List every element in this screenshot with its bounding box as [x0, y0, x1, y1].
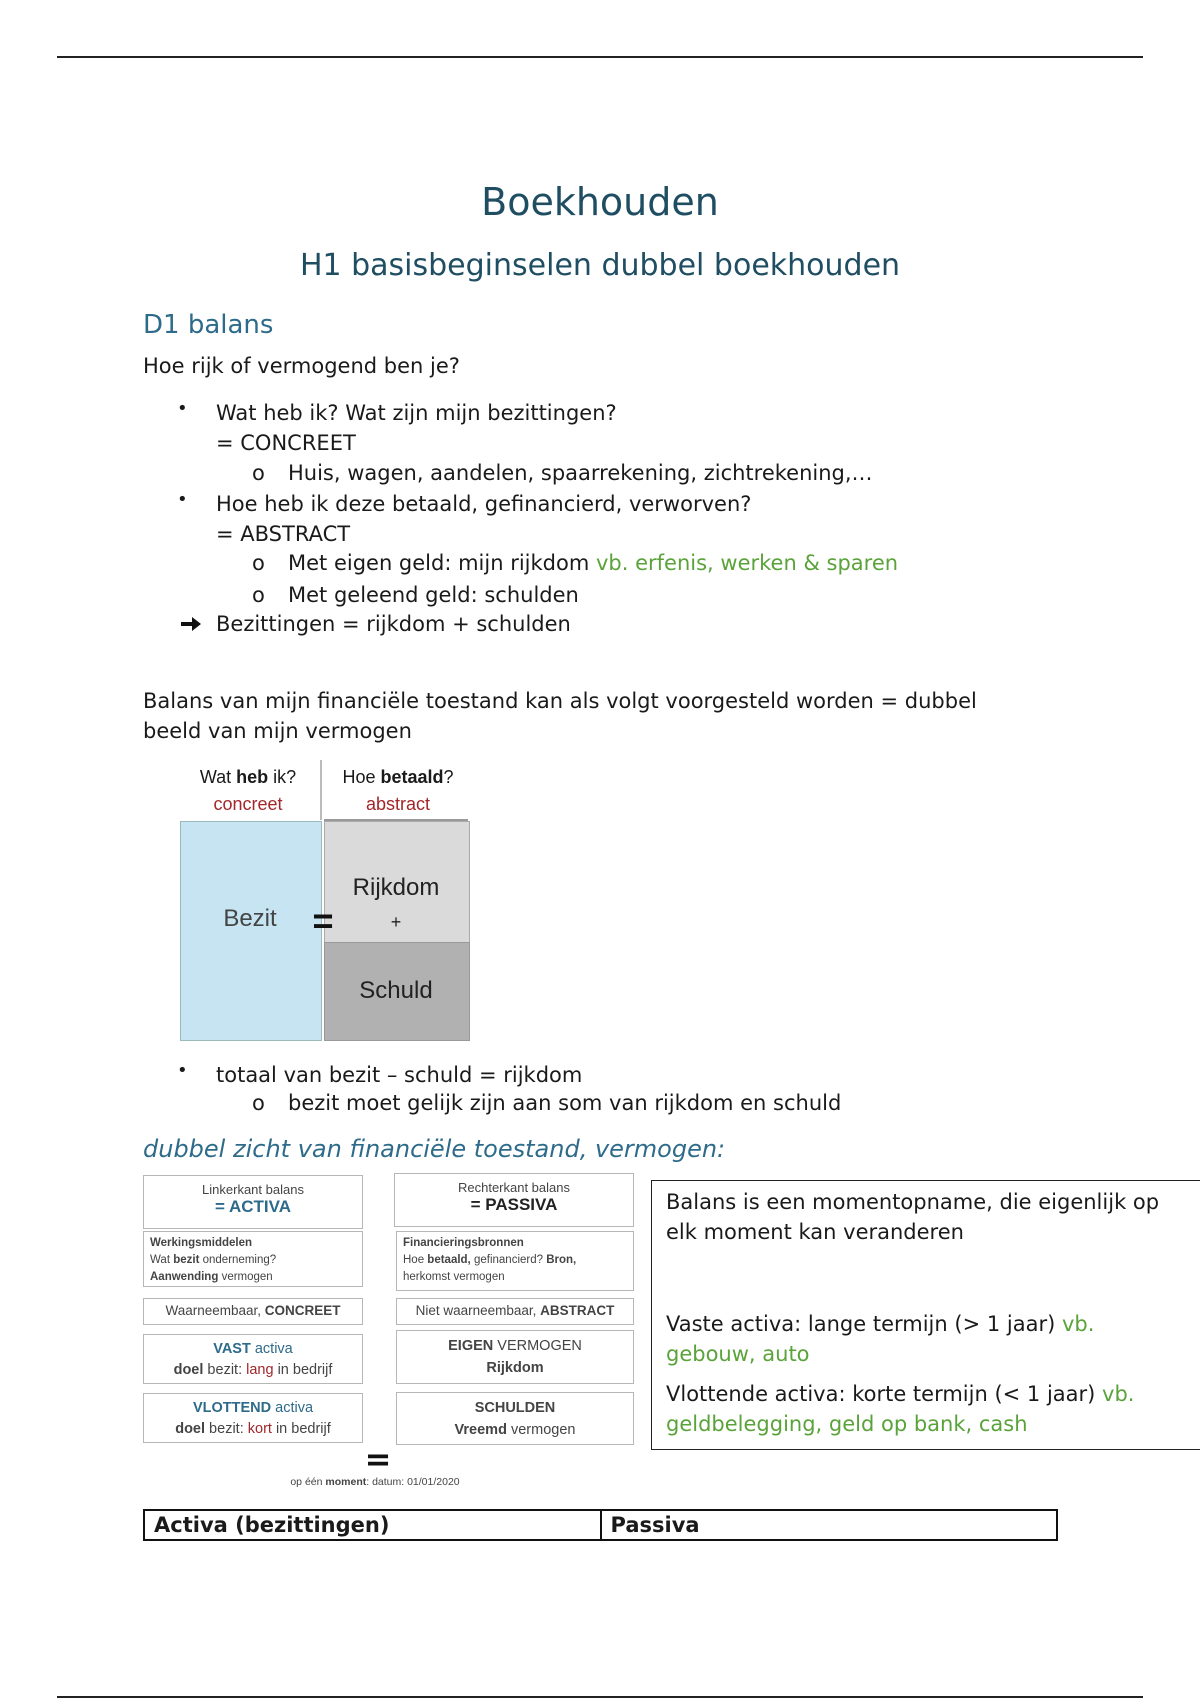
sub-bullet-item: Met geleend geld: schulden [288, 583, 579, 607]
arrow-right-icon [180, 614, 202, 634]
balance-diagram [178, 760, 478, 1040]
sub-bullet-item: bezit moet gelijk zijn aan som van rijkdom en schuld [288, 1091, 842, 1115]
page-subtitle: H1 basisbeginselen dubbel boekhouden [299, 248, 901, 283]
schulden-box: SCHULDEN Vreemd vermogen [396, 1392, 634, 1445]
italic-heading: dubbel zicht van financiële toestand, vermogen: [143, 1135, 726, 1163]
top-rule [57, 56, 1143, 58]
bezit-label: Bezit [223, 905, 277, 932]
sub-bullet-text: Met eigen geld: mijn rijkdom [288, 551, 590, 575]
table-header-activa: Activa (bezittingen) [144, 1510, 601, 1540]
page-title: Boekhouden [481, 180, 719, 224]
bullet-dot: • [177, 1060, 188, 1081]
section-heading: D1 balans [143, 310, 274, 340]
sub-bullet-item: Huis, wagen, aandelen, spaarrekening, zichtrekening,… [288, 461, 873, 485]
example-text: vb. erfenis, werken & sparen [596, 551, 899, 575]
eigen-vermogen-box: EIGEN VERMOGEN Rijkdom [396, 1330, 634, 1384]
note-box [651, 1180, 1200, 1450]
passiva-observable-box: Niet waarneembaar, ABSTRACT [396, 1298, 634, 1325]
balance-table [143, 1509, 1058, 1541]
moment-caption: op één moment: datum: 01/01/2020 [290, 1476, 460, 1488]
left-question: Wat heb ik? [199, 767, 297, 787]
bullet-item: Wat heb ik? Wat zijn mijn bezittingen? [216, 401, 617, 425]
bottom-rule [57, 1696, 1143, 1698]
right-subquestion: abstract [365, 794, 431, 814]
paragraph-line: beeld van mijn vermogen [143, 719, 412, 743]
note-vast: Vaste activa: lange termijn (> 1 jaar) vb. gebouw, auto [666, 1312, 1095, 1366]
bullet-item-eq: = ABSTRACT [216, 522, 351, 546]
equals-sign: = [364, 1440, 392, 1478]
rijkdom-label: Rijkdom [352, 874, 440, 901]
activa-observable-box: Waarneembaar, CONCREET [143, 1298, 363, 1325]
bullet-item-eq: = CONCREET [216, 431, 356, 455]
paragraph-line: Balans van mijn financiële toestand kan als volgt voorgesteld worden = dubbel [143, 689, 977, 713]
equals-sign: = [312, 900, 334, 941]
schuld-label: Schuld [359, 977, 433, 1004]
bullet-dot: • [177, 398, 188, 419]
intro-text: Hoe rijk of vermogend ben je? [143, 354, 460, 378]
column-divider [320, 760, 322, 820]
activa-header-box: Linkerkant balans = ACTIVA [143, 1175, 363, 1229]
sub-bullet-marker: o [252, 551, 265, 575]
sub-bullet-marker: o [252, 1091, 265, 1115]
note-vlottend: Vlottende activa: korte termijn (< 1 jaar) vb. geldbelegging, geld op bank, cash [666, 1382, 1135, 1436]
bullet-item: totaal van bezit – schuld = rijkdom [216, 1063, 583, 1087]
table-row [144, 1510, 1057, 1540]
sub-bullet-marker: o [252, 583, 265, 607]
sub-bullet-item [288, 548, 898, 578]
plus-sign: + [390, 912, 402, 932]
bullet-item: Hoe heb ik deze betaald, gefinancierd, verworven? [216, 492, 752, 516]
passiva-description-box: Financieringsbronnen Hoe betaald, gefinancierd? Bron, herkomst vermogen [396, 1231, 634, 1291]
arrow-statement: Bezittingen = rijkdom + schulden [216, 612, 571, 636]
sub-bullet-marker: o [252, 461, 265, 485]
right-question: Hoe betaald? [342, 767, 454, 787]
activa-description-box: Werkingsmiddelen Wat bezit onderneming? Aanwending vermogen [143, 1231, 363, 1287]
vlottend-activa-box: VLOTTEND activa doel bezit: kort in bedrijf [143, 1393, 363, 1443]
left-subquestion: concreet [213, 794, 283, 814]
vast-activa-box: VAST activa doel bezit: lang in bedrijf [143, 1334, 363, 1384]
passiva-header-box: Rechterkant balans = PASSIVA [394, 1173, 634, 1227]
bullet-dot: • [177, 489, 188, 510]
table-header-passiva: Passiva [601, 1510, 1058, 1540]
note-text: Balans is een momentopname, die eigenlijk op elk moment kan veranderen [666, 1190, 1160, 1244]
